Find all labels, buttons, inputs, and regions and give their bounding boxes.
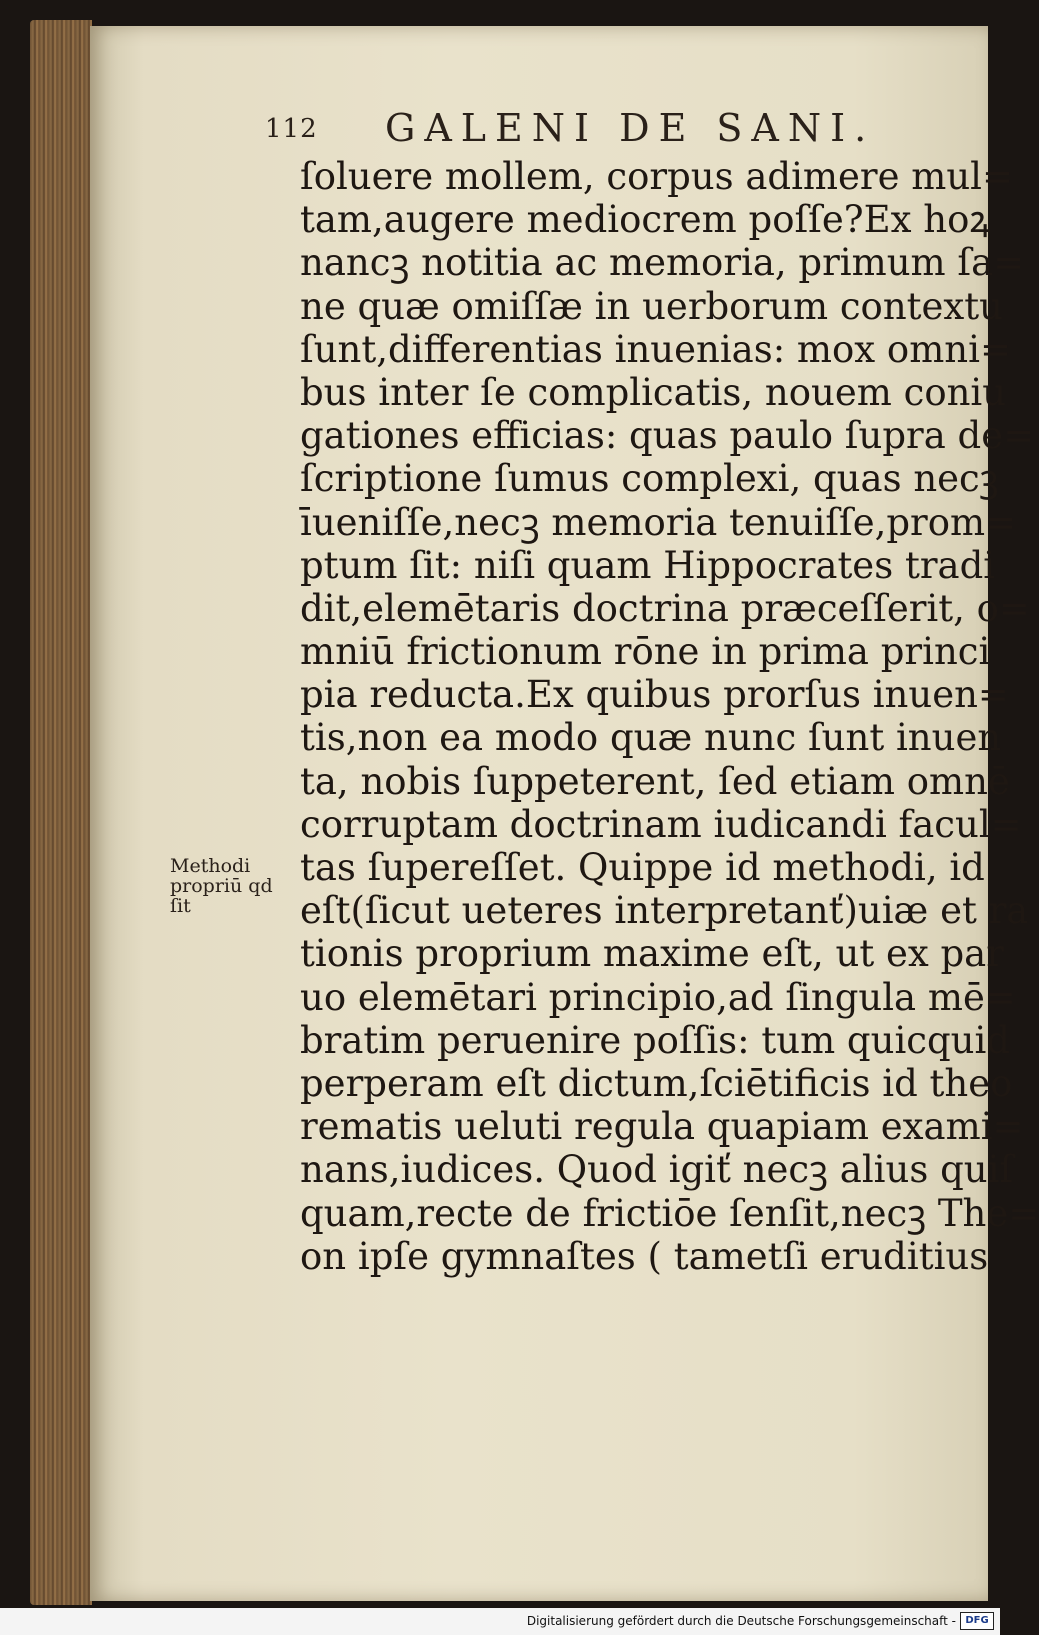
text-line: ſunt,differentias inuenias: mox omni= [300, 327, 1011, 371]
dfg-logo: DFG [960, 1612, 994, 1630]
text-line: tionis proprium maxime eſt, ut ex par [300, 932, 1004, 976]
book-page-edges [30, 20, 92, 1605]
marginal-note-line: propriū qd [170, 875, 273, 897]
text-line: tis,non ea modo quæ nunc ſunt inuen [300, 716, 1002, 760]
text-block [300, 155, 1039, 1278]
text-line: pia reducta.Ex quibus prorſus inuen= [300, 673, 1009, 717]
text-line: īueniſſe,necꝫ memoria tenuiſſe,prom= [300, 500, 1017, 544]
text-line: dit,elemētaris doctrina præceſſerit, o= [300, 586, 1030, 630]
marginal-note-line: ſit [170, 895, 191, 917]
text-line: quam,recte de frictiōe ſenſit,necꝫ The= [300, 1191, 1039, 1235]
text-line: ta, nobis ſuppeterent, ſed etiam omnē [300, 759, 1010, 803]
text-line: ne quæ omiſſæ in uerborum contextu [300, 284, 1003, 328]
text-line: bratim peruenire poſſis: tum quicquid [300, 1018, 1011, 1062]
digitization-footer [0, 1608, 1000, 1635]
text-line: bus inter ſe complicatis, nouem coniu [300, 370, 1007, 414]
text-line: perperam eſt dictum,ſciētificis id theo [300, 1061, 1013, 1105]
text-line: mniū frictionum rōne in prima princi [300, 630, 991, 674]
text-line: on ipſe gymnaſtes ( tametſi eruditius [300, 1234, 989, 1278]
text-line: ptum ſit: niſi quam Hippocrates tradi [300, 543, 996, 587]
text-line: gationes efficias: quas paulo ſupra de= [300, 414, 1035, 458]
funding-credit: Digitalisierung gefördert durch die Deutsche Forschungsgemeinschaft - [526, 1614, 956, 1628]
text-line: tam,augere mediocrem poſſe?Ex hoꝝ [300, 198, 991, 242]
text-line: tas ſupereſſet. Quippe id methodi, id [300, 846, 985, 889]
running-title: GALENI DE SANI. [385, 106, 876, 150]
text-line: eſt(ſicut ueteres interpretanť)uiæ et ra [300, 889, 1029, 933]
page-number: 112 [265, 114, 318, 144]
text-line: nans,iudices. Quod igiť necꝫ alius quiſ [300, 1148, 1014, 1192]
text-line: nancꝫ notitia ac memoria, primum ſa= [300, 241, 1025, 285]
page-header [265, 106, 885, 158]
text-line: ſoluere mollem, corpus adimere mul= [300, 155, 1014, 198]
marginal-note-line: Methodi [170, 855, 251, 877]
text-line: ſcriptione ſumus complexi, quas necꝫ [300, 457, 999, 501]
text-line: rematis ueluti regula quapiam exami= [300, 1105, 1024, 1149]
text-line: corruptam doctrinam iudicandi facul= [300, 802, 1022, 846]
text-line: uo elemētari principio,ad ſingula mē= [300, 975, 1016, 1019]
marginal-note [170, 856, 294, 916]
